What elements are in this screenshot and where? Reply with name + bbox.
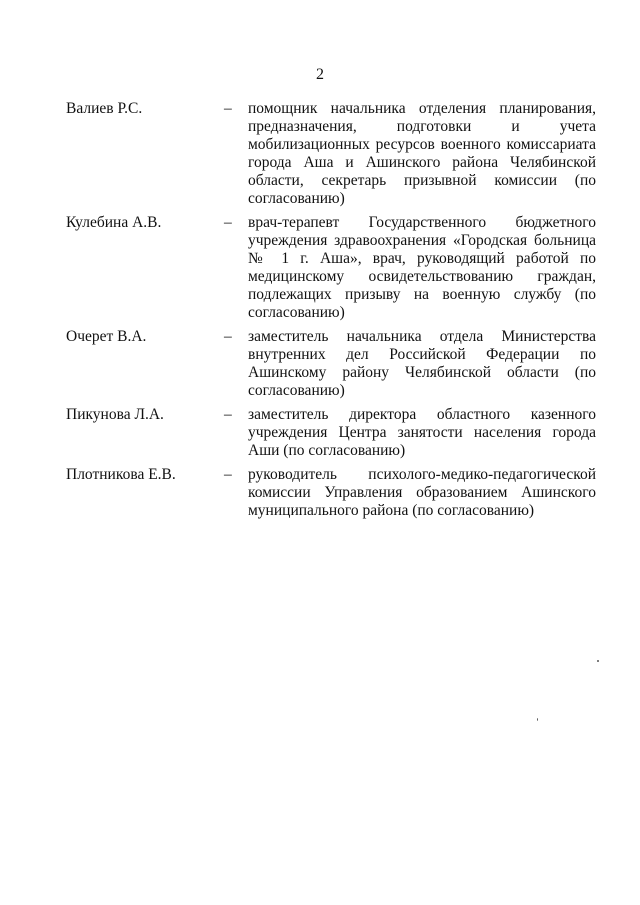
member-row	[66, 214, 596, 322]
member-row	[66, 328, 596, 400]
member-name: Валиев Р.С.	[66, 100, 143, 117]
member-role: заместитель начальника отдела Министерства внутренних дел Российской Федерации по Ашинскому району Челябинской области (по согласованию)	[248, 328, 596, 399]
member-name: Пикунова Л.А.	[66, 406, 164, 423]
member-row	[66, 466, 596, 520]
member-row	[66, 406, 596, 460]
scan-speck	[537, 718, 538, 721]
member-role: руководитель психолого-медико-педагогической комиссии Управления образованием Ашинского муниципального района (по согласованию)	[248, 466, 596, 519]
member-role: помощник начальника отделения планирования, предназначения, подготовки и учета мобилизационных ресурсов военного комиссариата города Аша и Ашинского района Челябинской области, секретарь призывной комиссии (по согласованию)	[248, 100, 596, 207]
member-dash: –	[224, 406, 232, 423]
member-dash: –	[224, 466, 232, 483]
member-dash: –	[224, 214, 232, 231]
member-role: врач-терапевт Государственного бюджетного учреждения здравоохранения «Городская больница № 1 г. Аша», врач, руководящий работой по медицинскому освидетельствованию граждан, подлежащих призыву на военную службу (по согласованию)	[248, 214, 596, 321]
member-row	[66, 100, 596, 208]
member-role: заместитель директора областного казенного учреждения Центра занятости населения города Аши (по согласованию)	[248, 406, 596, 459]
member-dash: –	[224, 328, 232, 345]
member-name: Плотникова Е.В.	[66, 466, 176, 483]
commission-members-list	[66, 100, 596, 526]
page-number: 2	[316, 66, 324, 83]
member-name: Очерет В.А.	[66, 328, 147, 345]
scan-speck	[597, 660, 599, 662]
member-name: Кулебина А.В.	[66, 214, 162, 231]
member-dash: –	[224, 100, 232, 117]
